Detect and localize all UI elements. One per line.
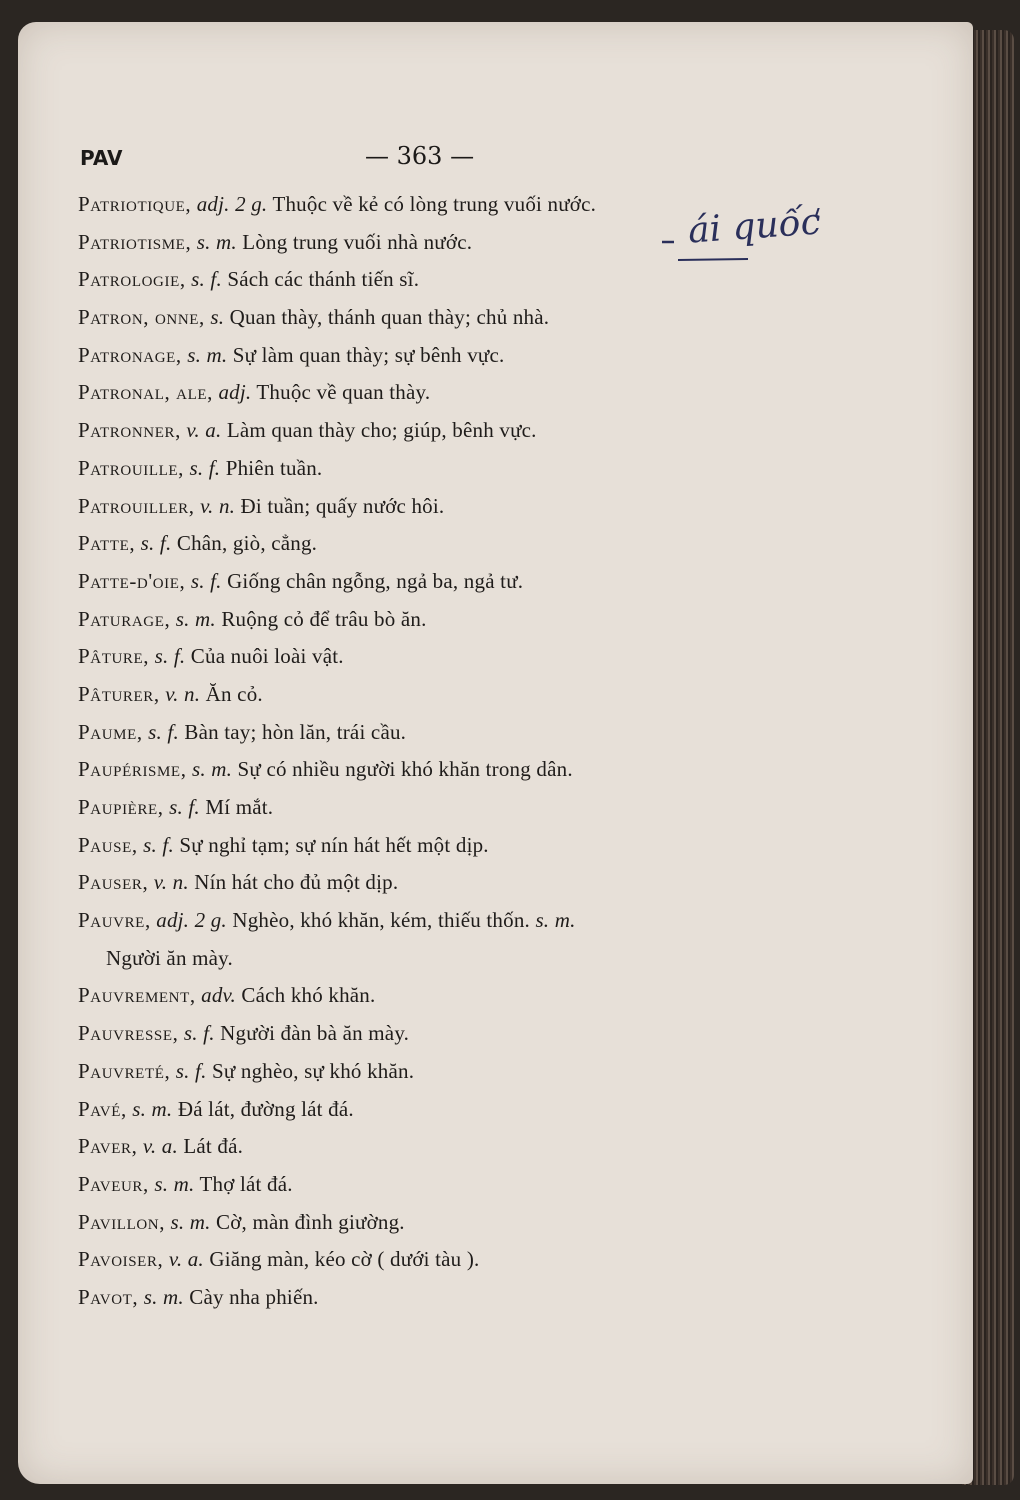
dictionary-entry (78, 1015, 858, 1053)
entry-definition: Sự nghèo, sự khó khăn. (212, 1058, 415, 1083)
entry-headword: Patte-d'oie, (78, 568, 186, 593)
entry-headword: Patronal, ale, (78, 380, 213, 405)
entry-grammar: s. m. (175, 606, 216, 631)
entry-grammar: s. f. (154, 644, 186, 669)
entry-headword: Pauvreté, (78, 1058, 171, 1083)
entry-definition: Của nuôi loài vật. (190, 644, 344, 669)
entry-definition: Đá lát, đường lát đá. (177, 1096, 354, 1121)
entry-definition: Nín hát cho đủ một dịp. (194, 870, 399, 895)
entry-grammar: adv. (201, 983, 236, 1008)
entry-definition: Lát đá. (183, 1134, 244, 1159)
dictionary-entry (78, 450, 858, 488)
dictionary-entry (78, 299, 858, 337)
entry-headword: Paturage, (78, 606, 171, 631)
entry-headword: Patrologie, (78, 267, 186, 292)
dictionary-entry (78, 525, 858, 563)
entry-headword: Paveur, (78, 1171, 149, 1196)
entry-definition: Phiên tuần. (225, 455, 323, 480)
dictionary-entry (78, 1053, 858, 1091)
running-head: PAV (80, 146, 123, 170)
page-header (80, 142, 500, 176)
dictionary-entry (78, 789, 858, 827)
dictionary-entry (78, 827, 858, 865)
entry-grammar-secondary: s. m. (535, 908, 576, 933)
dictionary-entry (78, 676, 858, 714)
entry-headword: Paver, (78, 1134, 138, 1159)
entry-headword: Patriotisme, (78, 229, 192, 254)
entry-grammar: s. f. (148, 719, 179, 744)
entry-definition: Người đàn bà ăn mày. (220, 1021, 410, 1046)
entry-grammar: s. f. (191, 267, 222, 292)
entry-headword: Pauser, (78, 870, 149, 895)
entry-definition: Ăn cỏ. (205, 681, 263, 706)
entry-definition: Sự có nhiều người khó khăn trong dân. (237, 757, 573, 782)
entry-headword: Pâturer, (78, 681, 160, 706)
dictionary-entry (78, 864, 858, 902)
entry-definition: Thợ lát đá. (199, 1171, 293, 1196)
entry-grammar: s. f. (175, 1058, 207, 1083)
entry-headword: Patte, (78, 531, 136, 556)
entry-definition: Làm quan thày cho; giúp, bênh vực. (226, 418, 537, 443)
dictionary-entry (78, 1091, 858, 1129)
entry-grammar: adj. 2 g. (156, 908, 227, 933)
dictionary-entry (78, 638, 858, 676)
dictionary-entry (78, 224, 858, 262)
entry-headword: Pavillon, (78, 1209, 166, 1234)
entry-definition: Mí mắt. (205, 795, 274, 819)
dictionary-entry (78, 1279, 858, 1317)
entry-continuation (78, 940, 858, 978)
entry-headword: Patron, onne, (78, 305, 205, 330)
entry-definition: Giống chân ngỗng, ngả ba, ngả tư. (227, 568, 524, 593)
dictionary-entries (78, 186, 858, 1317)
entry-definition: Cờ, màn đình giường. (216, 1209, 405, 1234)
entry-definition: Sách các thánh tiến sĩ. (227, 267, 420, 292)
entry-definition: Quan thày, thánh quan thày; chủ nhà. (229, 305, 550, 330)
entry-definition: Thuộc về kẻ có lòng trung vuối nước. (272, 192, 597, 216)
annotation-text: ái quốc (686, 201, 823, 252)
entry-headword: Pauvrement, (78, 983, 196, 1008)
entry-headword: Paume, (78, 719, 143, 744)
entry-grammar: adj. 2 g. (196, 192, 268, 216)
dictionary-entry (78, 261, 858, 299)
entry-definition: Chân, giò, cẳng. (176, 531, 318, 556)
entry-headword: Pavoiser, (78, 1247, 164, 1272)
entry-grammar: v. a. (168, 1247, 204, 1272)
entry-grammar: s. m. (154, 1171, 195, 1196)
entry-headword: Paupérisme, (78, 757, 187, 782)
dictionary-entry (78, 1128, 858, 1166)
entry-headword: Pauvresse, (78, 1021, 179, 1046)
dictionary-entry (78, 902, 858, 940)
entry-definition: Nghèo, khó khăn, kém, thiếu thốn. (232, 908, 530, 933)
entry-grammar: s. f. (190, 568, 222, 593)
entry-grammar: s. m. (192, 757, 233, 782)
entry-grammar: s. f. (143, 832, 174, 857)
entry-grammar: v. n. (153, 870, 189, 895)
entry-definition: Cách khó khăn. (241, 983, 376, 1008)
entry-definition: Cày nha phiến. (189, 1284, 319, 1309)
entry-grammar: s. m. (187, 342, 228, 367)
entry-grammar: s. m. (143, 1284, 184, 1309)
entry-definition: Đi tuần; quấy nước hôi. (240, 493, 445, 518)
entry-grammar: s. m. (196, 229, 237, 254)
entry-definition: Ruộng cỏ để trâu bò ăn. (221, 606, 427, 631)
entry-headword: Patrouille, (78, 455, 185, 480)
entry-headword: Patrouiller, (78, 493, 195, 518)
entry-headword: Pause, (78, 832, 138, 857)
entry-definition: Lòng trung vuối nhà nước. (242, 229, 473, 254)
entry-grammar: s. m. (170, 1209, 211, 1234)
entry-grammar: s. f. (140, 531, 172, 556)
dictionary-entry (78, 1241, 858, 1279)
dictionary-entry (78, 186, 858, 224)
entry-headword: Pavé, (78, 1096, 127, 1121)
dictionary-entry (78, 488, 858, 526)
dictionary-entry (78, 337, 858, 375)
dictionary-entry (78, 374, 858, 412)
dictionary-entry (78, 1166, 858, 1204)
dictionary-entry (78, 601, 858, 639)
dictionary-entry (78, 1204, 858, 1242)
entry-grammar: s. (210, 305, 225, 330)
entry-headword: Patronage, (78, 342, 182, 367)
entry-headword: Patronner, (78, 418, 181, 443)
entry-grammar: v. n. (200, 493, 236, 518)
dictionary-entry (78, 751, 858, 789)
entry-definition: Bàn tay; hòn lăn, trái cầu. (184, 719, 407, 744)
entry-definition: Sự làm quan thày; sự bênh vực. (232, 342, 505, 367)
entry-grammar: s. f. (189, 455, 221, 480)
entry-definition: Sự nghỉ tạm; sự nín hát hết một dịp. (179, 832, 489, 857)
entry-grammar: adj. (218, 380, 252, 405)
entry-headword: Pâture, (78, 644, 150, 669)
entry-definition: Người ăn mày. (106, 945, 233, 970)
dictionary-entry (78, 563, 858, 601)
entry-grammar: s. f. (183, 1021, 215, 1046)
entry-grammar: v. a. (142, 1134, 178, 1159)
entry-grammar: s. m. (132, 1096, 173, 1121)
entry-definition: Giăng màn, kéo cờ ( dưới tàu ). (209, 1247, 480, 1272)
entry-headword: Patriotique, (78, 192, 192, 216)
dictionary-entry (78, 977, 858, 1015)
entry-headword: Pauvre, (78, 908, 151, 933)
dictionary-entry (78, 412, 858, 450)
entry-definition: Thuộc về quan thày. (256, 380, 431, 405)
page-number: — 363 — (365, 142, 475, 170)
entry-grammar: v. a. (186, 418, 222, 443)
entry-headword: Pavot, (78, 1284, 139, 1309)
entry-headword: Paupière, (78, 795, 164, 819)
dictionary-entry (78, 714, 858, 752)
entry-grammar: v. n. (165, 681, 201, 706)
entry-grammar: s. f. (169, 795, 200, 819)
